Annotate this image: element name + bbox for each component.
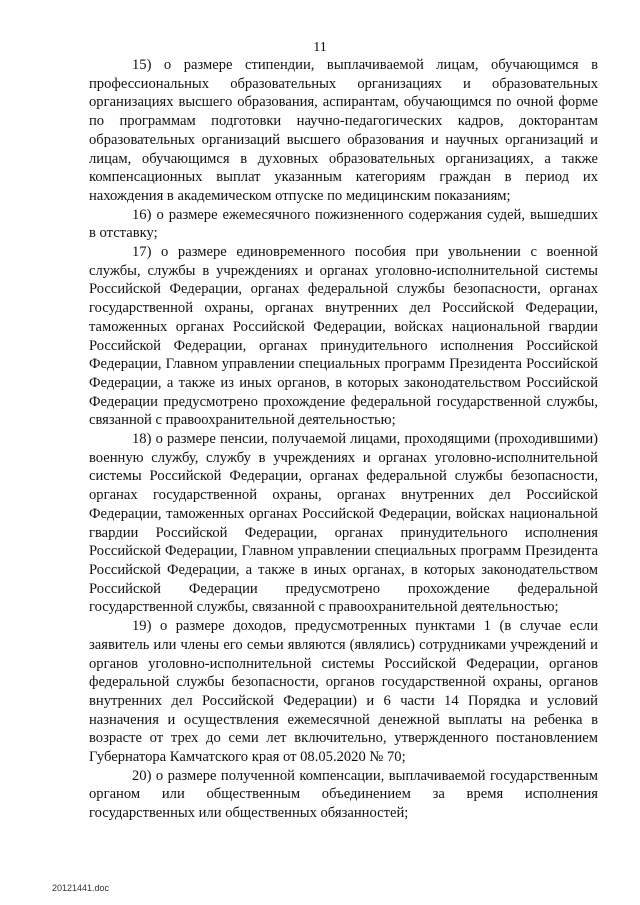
- paragraph-item-15: 15) о размере стипендии, выплачиваемой лицам, обучающимся в профессиональных образовательных организациях и образовательных организациях высшего образования, аспирантам, обучающимся по очной форме по программам подготовки научно-педагогических кадров, докторантам образовательных организаций высшего образования и научных организаций и лицам, обучающимся в духовных образовательных организациях, а также компенсационных выплат указанным категориям граждан в период их нахождения в академическом отпуске по медицинским показаниям;: [89, 57, 598, 204]
- page-number: 11: [313, 40, 327, 55]
- paragraph-item-16: 16) о размере ежемесячного пожизненного содержания судей, вышедших в отставку;: [89, 206, 598, 242]
- paragraph-item-19: 19) о размере доходов, предусмотренных пунктами 1 (в случае если заявитель или члены его семьи являются (являлись) сотрудниками учреждений и органов уголовно-исполнительной системы Российской Федерации, органов федеральной службы безопасности, органов государственной охраны, органов внутренних дел Российской Федерации) и 6 части 14 Порядка и условий назначения и осуществления ежемесячной денежной выплаты на ребенка в возрасте от трех до семи лет включительно, утвержденного постановлением Губернатора Камчатского края от 08.05.2020 № 70;: [89, 618, 598, 766]
- document-body: [89, 56, 598, 823]
- paragraph-item-18: 18) о размере пенсии, получаемой лицами, проходящими (проходившими) военную службу, службу в учреждениях и органах уголовно-исполнительной системы Российской Федерации, органах федеральной службы безопасности, органах государственной охраны, органах внутренних дел Российской Федерации, таможенных органах Российской Федерации, войсках национальной гвардии Российской Федерации, органах принудительного исполнения Российской Федерации, Главном управлении специальных программ Президента Российской Федерации, а также в иных органах, в которых законодательством Российской Федерации предусмотрено прохождение федеральной государственной службы, связанной с правоохранительной деятельностью;: [89, 431, 598, 616]
- paragraph-item-20: 20) о размере полученной компенсации, выплачиваемой государственным органом или общественным объединением за время исполнения государственных или общественных обязанностей;: [89, 767, 598, 822]
- footer-filename: 20121441.doc: [52, 883, 110, 893]
- paragraph-item-17: 17) о размере единовременного пособия при увольнении с военной службы, службы в учреждениях и органах уголовно-исполнительной системы Российской Федерации, органах федеральной службы безопасности, органах государственной охраны, органах внутренних дел Российской Федерации, таможенных органах Российской Федерации, войсках национальной гвардии Российской Федерации, органах принудительного исполнения Российской Федерации, Главном управлении специальных программ Президента Российской Федерации, а также из иных органов, в которых законодательством Российской Федерации предусмотрено прохождение федеральной государственной службы, связанной с правоохранительной деятельностью;: [89, 244, 598, 429]
